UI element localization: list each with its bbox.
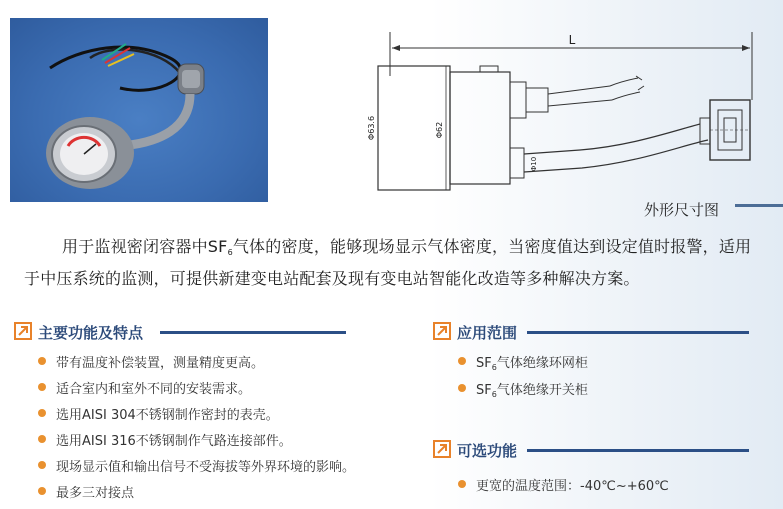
applications-title: 应用范围 [457, 324, 518, 342]
dimension-drawing [350, 20, 783, 220]
arrow-icon [433, 322, 451, 340]
options-section-header [433, 440, 753, 462]
list-item: 现场显示值和输出信号不受海拔等外界环境的影响。 [38, 456, 355, 475]
options-title: 可选功能 [457, 442, 518, 460]
intro-text-after: 气体的密度，能够现场显示气体密度，当密度值达到设定值时报警，适用于中压系统的监测，可提供新建变电站配套及现有变电站智能化改造等多种解决方案。 [24, 237, 752, 288]
list-item: 适合室内和室外不同的安装需求。 [38, 378, 355, 397]
features-section-header [14, 322, 354, 344]
pressure-gauge-photo-icon [10, 18, 268, 202]
options-list [458, 475, 669, 494]
product-photo [10, 18, 268, 202]
features-list [38, 352, 355, 501]
caption-rule [735, 204, 783, 207]
list-item: 更宽的温度范围：-40℃~+60℃ [458, 475, 669, 494]
options-rule [527, 449, 749, 452]
dia-outer-label: Φ63.6 [367, 115, 376, 141]
applications-section-header [433, 322, 753, 344]
applications-rule [527, 331, 749, 334]
list-item: $SF_6$气体绝缘开关柜 [458, 379, 588, 398]
list-item: 最多三对接点 [38, 482, 355, 501]
applications-list [458, 352, 588, 398]
features-rule [160, 331, 346, 334]
list-item: 选用AISI 304不锈钢制作密封的表壳。 [38, 404, 355, 423]
dia-pipe-label: Φ10 [530, 156, 538, 172]
intro-paragraph [24, 232, 759, 293]
dia-body-label: Φ62 [435, 121, 444, 139]
list-item: $SF_6$气体绝缘环网柜 [458, 352, 588, 371]
dimension-L-label: L [568, 33, 576, 47]
features-title: 主要功能及特点 [38, 324, 144, 342]
arrow-icon [433, 440, 451, 458]
list-item: 选用AISI 316不锈钢制作气路连接部件。 [38, 430, 355, 449]
arrow-icon [14, 322, 32, 340]
technical-drawing-icon [350, 20, 783, 220]
list-item: 带有温度补偿装置，测量精度更高。 [38, 352, 355, 371]
drawing-caption: 外形尺寸图 [644, 201, 720, 219]
intro-text-before: 用于监视密闭容器中SF [62, 237, 228, 256]
intro-sub: 6 [227, 248, 233, 257]
